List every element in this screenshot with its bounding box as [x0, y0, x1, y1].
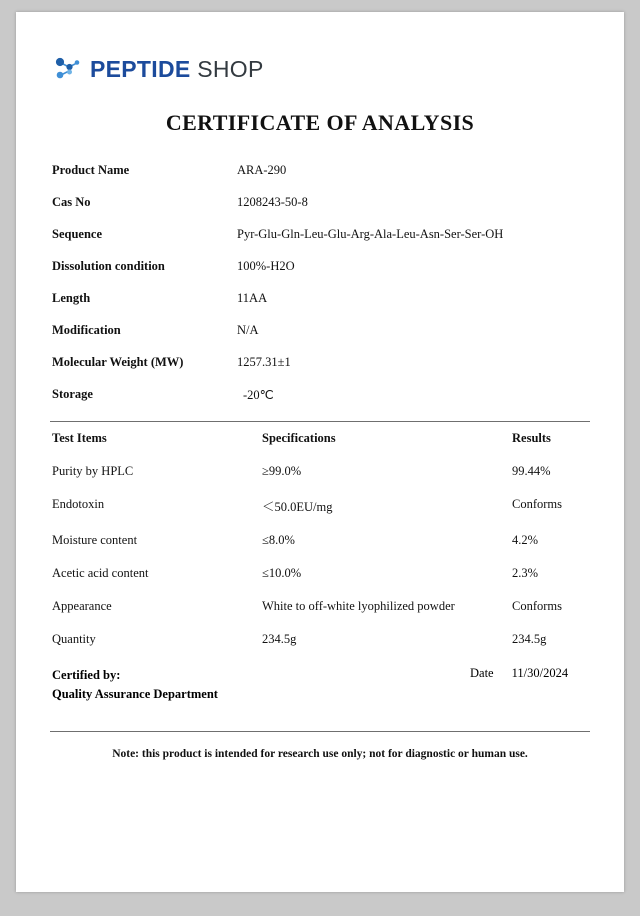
table-row — [50, 218, 590, 250]
table-row — [50, 524, 590, 557]
cell-specification: ≤10.0% — [262, 566, 302, 580]
table-row — [50, 346, 590, 378]
info-value: ARA-290 — [237, 162, 287, 177]
cell-specification: ≥99.0% — [262, 464, 302, 478]
info-value: -20℃ — [243, 387, 274, 402]
table-row — [50, 250, 590, 282]
certified-by-label: Certified by: — [52, 668, 121, 682]
table-row — [50, 488, 590, 524]
research-use-note: Note: this product is intended for research use only; not for diagnostic or human use. — [112, 747, 528, 760]
brand-name-light: SHOP — [190, 55, 264, 82]
info-label: Length — [52, 290, 91, 305]
product-info-table — [50, 154, 590, 411]
date-label: Date — [470, 666, 494, 680]
cell-specification: 234.5g — [262, 632, 297, 646]
cell-test-item: Quantity — [52, 632, 96, 646]
info-label: Molecular Weight (MW) — [52, 354, 184, 369]
cell-result: 234.5g — [512, 632, 547, 646]
info-label: Sequence — [52, 226, 102, 241]
table-row — [50, 590, 590, 623]
brand-name — [90, 56, 264, 83]
info-value: 100%-H2O — [237, 258, 295, 273]
page-title: CERTIFICATE OF ANALYSIS — [165, 110, 475, 135]
info-value: Pyr-Glu-Gln-Leu-Glu-Arg-Ala-Leu-Asn-Ser-Ser-OH — [237, 226, 504, 241]
cell-test-item: Appearance — [52, 599, 112, 613]
cell-test-item: Moisture content — [52, 533, 138, 547]
info-value: 11AA — [237, 290, 268, 305]
info-value: 1208243-50-8 — [237, 194, 308, 209]
molecule-icon — [52, 54, 82, 84]
cell-result: Conforms — [512, 497, 562, 511]
table-row — [50, 154, 590, 186]
cell-specification: ＜50.0EU/mg — [262, 500, 333, 514]
info-label: Product Name — [52, 162, 130, 177]
table-row — [50, 282, 590, 314]
brand-logo — [50, 12, 590, 84]
column-header-test-items: Test Items — [52, 431, 107, 445]
certificate-page — [16, 12, 624, 892]
divider-bottom — [50, 731, 590, 732]
table-header-row — [50, 422, 590, 455]
table-row — [50, 455, 590, 488]
table-row — [50, 378, 590, 411]
table-row — [50, 557, 590, 590]
specification-table — [50, 422, 590, 656]
cell-specification: ≤8.0% — [262, 533, 295, 547]
cell-result: 99.44% — [512, 464, 551, 478]
cell-result: 2.3% — [512, 566, 539, 580]
certified-by — [52, 666, 470, 705]
table-row — [50, 186, 590, 218]
column-header-specifications: Specifications — [262, 431, 336, 445]
column-header-results: Results — [512, 431, 551, 445]
certification-block — [50, 666, 590, 705]
table-row — [50, 314, 590, 346]
info-label: Cas No — [52, 194, 91, 209]
date-value: 11/30/2024 — [511, 666, 569, 680]
certified-by-department: Quality Assurance Department — [52, 687, 218, 702]
cell-test-item: Acetic acid content — [52, 566, 149, 580]
info-label: Dissolution condition — [52, 258, 165, 273]
info-label: Modification — [52, 322, 121, 337]
cell-specification: White to off-white lyophilized powder — [262, 599, 455, 613]
cell-test-item: Purity by HPLC — [52, 464, 134, 478]
info-label: Storage — [52, 386, 93, 401]
brand-name-bold: PEPTIDE — [90, 55, 191, 82]
info-value: N/A — [237, 322, 259, 337]
cell-result: Conforms — [512, 599, 562, 613]
info-value: 1257.31±1 — [237, 354, 291, 369]
table-row — [50, 623, 590, 656]
cell-test-item: Endotoxin — [52, 497, 105, 511]
cell-result: 4.2% — [512, 533, 539, 547]
